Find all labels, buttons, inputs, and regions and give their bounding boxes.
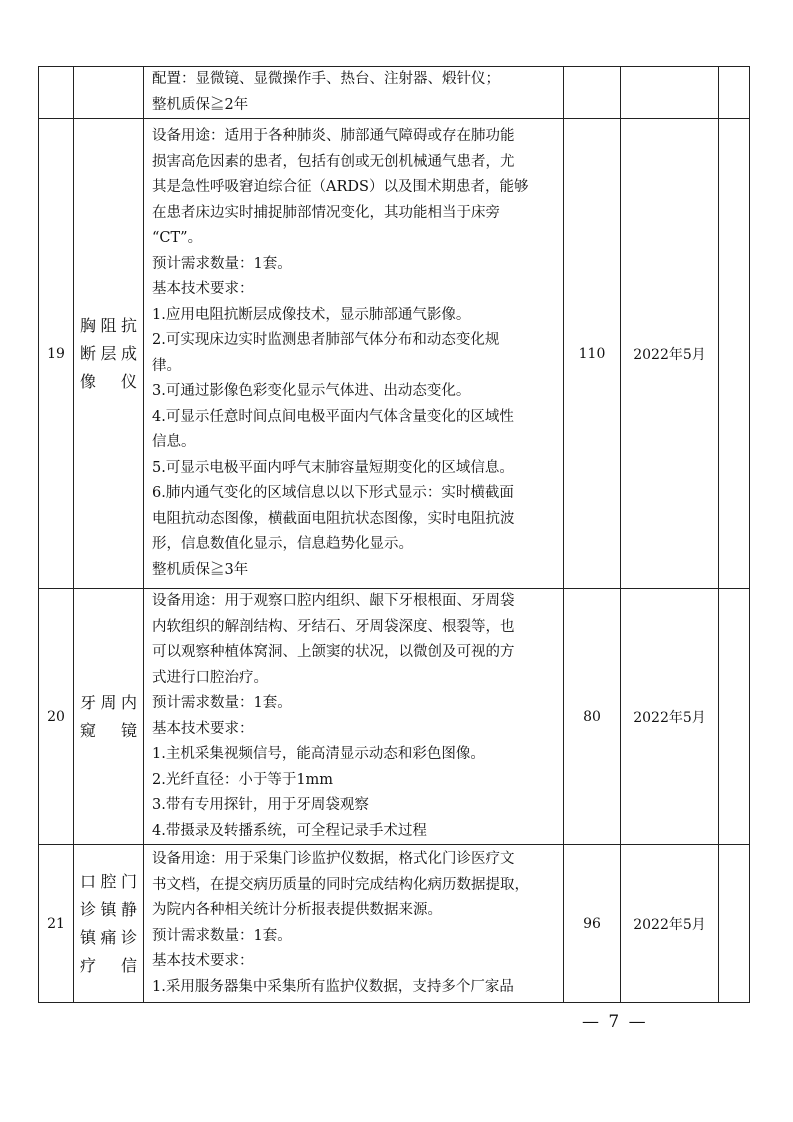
description-line: 设备用途：适用于各种肺炎、肺部通气障碍或存在肺功能	[152, 128, 515, 144]
budget-amount: 80	[564, 589, 621, 845]
description-line: 2.可实现床边实时监测患者肺部气体分布和动态变化规	[152, 332, 500, 348]
table-row	[39, 67, 750, 119]
description-line: 为院内各种相关统计分析报表提供数据来源。	[152, 902, 442, 918]
item-description	[144, 119, 564, 589]
item-name	[74, 67, 144, 119]
description-line: 1.采用服务器集中采集所有监护仪数据，支持多个厂家品	[152, 978, 514, 995]
description-line: 配置：显微镜、显微操作手、热台、注射器、煅针仪；	[152, 71, 500, 87]
remarks-cell	[719, 589, 750, 845]
description-line: 预计需求数量：1套。	[152, 255, 292, 272]
description-line: 其是急性呼吸窘迫综合征（ARDS）以及围术期患者，能够	[152, 179, 529, 195]
planned-date: 2022年5月	[621, 845, 719, 1003]
description-line: 内软组织的解剖结构、牙结石、牙周袋深度、根裂等，也	[152, 618, 515, 635]
item-number	[39, 67, 74, 119]
table-body	[39, 67, 750, 1003]
item-name: 胸阻抗 断层成 像仪	[74, 119, 144, 589]
description-line: 设备用途：用于采集门诊监护仪数据，格式化门诊医疗文	[152, 851, 515, 867]
procurement-table	[38, 66, 750, 1003]
description-line: 整机质保≧3年	[152, 561, 249, 578]
description-line: 在患者床边实时捕捉肺部情况变化，其功能相当于床旁	[152, 204, 500, 221]
budget-amount	[564, 67, 621, 119]
description-line: 预计需求数量：1套。	[152, 927, 292, 944]
budget-amount: 96	[564, 845, 621, 1003]
item-number: 20	[39, 589, 74, 845]
item-number: 19	[39, 119, 74, 589]
description-line: 设备用途：用于观察口腔内组织、龈下牙根根面、牙周袋	[152, 593, 515, 609]
planned-date: 2022年5月	[621, 119, 719, 589]
description-line: “CT”。	[152, 230, 203, 246]
description-line: 预计需求数量：1套。	[152, 695, 292, 711]
description-line: 4.带摄录及转播系统，可全程记录手术过程	[152, 822, 427, 839]
description-line: 损害高危因素的患者，包括有创或无创机械通气患者，尤	[152, 153, 515, 170]
page-number: — 7 —	[582, 1012, 648, 1032]
table-row	[39, 845, 750, 1003]
description-line: 信息。	[152, 434, 196, 450]
description-line: 基本技术要求：	[152, 281, 254, 297]
description-line: 1.主机采集视频信号，能高清显示动态和彩色图像。	[152, 746, 485, 762]
description-line: 电阻抗动态图像，横截面电阻抗状态图像，实时电阻抗波	[152, 510, 515, 527]
description-line: 基本技术要求：	[152, 720, 254, 737]
description-line: 6.肺内通气变化的区域信息以以下形式显示：实时横截面	[152, 485, 514, 501]
description-line: 整机质保≧2年	[152, 96, 249, 113]
item-number: 21	[39, 845, 74, 1003]
planned-date: 2022年5月	[621, 589, 719, 845]
remarks-cell	[719, 67, 750, 119]
description-line: 基本技术要求：	[152, 953, 254, 969]
description-line: 5.可显示电极平面内呼气末肺容量短期变化的区域信息。	[152, 459, 514, 476]
description-line: 3.带有专用探针，用于牙周袋观察	[152, 797, 369, 813]
description-line: 4.可显示任意时间点间电极平面内气体含量变化的区域性	[152, 408, 514, 425]
description-line: 书文档，在提交病历质量的同时完成结构化病历数据提取，	[152, 876, 529, 893]
description-line: 律。	[152, 357, 181, 374]
item-name: 牙周内 窥镜	[74, 589, 144, 845]
item-description	[144, 845, 564, 1003]
description-line: 2.光纤直径：小于等于1mm	[152, 771, 334, 788]
description-line: 式进行口腔治疗。	[152, 669, 268, 686]
remarks-cell	[719, 119, 750, 589]
item-description	[144, 589, 564, 845]
table-row	[39, 589, 750, 845]
description-line: 形，信息数值化显示，信息趋势化显示。	[152, 536, 413, 552]
remarks-cell	[719, 845, 750, 1003]
description-line: 1.应用电阻抗断层成像技术，显示肺部通气影像。	[152, 306, 471, 323]
table-row	[39, 119, 750, 589]
item-name: 口腔门 诊镇静 镇痛诊 疗信	[74, 845, 144, 1003]
budget-amount: 110	[564, 119, 621, 589]
description-line: 3.可通过影像色彩变化显示气体进、出动态变化。	[152, 383, 471, 399]
planned-date	[621, 67, 719, 119]
item-description	[144, 67, 564, 119]
description-line: 可以观察种植体窝洞、上颌窦的状况，以微创及可视的方	[152, 644, 515, 660]
